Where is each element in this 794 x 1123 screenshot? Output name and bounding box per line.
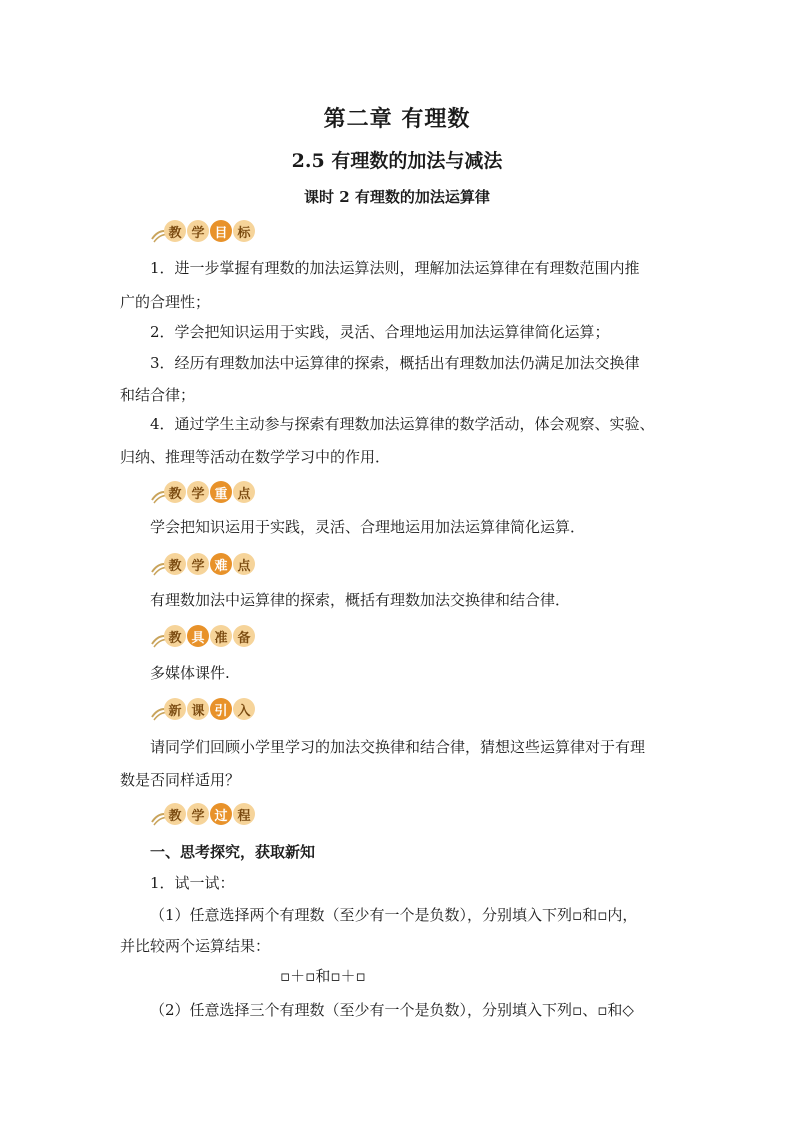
goal-item-3: 3．经历有理数加法中运算律的探索，概括出有理数加法仍满足加法交换律	[150, 354, 640, 372]
goal-item-4-cont: 归纳、推理等活动在数学学习中的作用．	[120, 448, 391, 466]
badge-lesson-intro	[150, 695, 270, 723]
goal-item-1-cont: 广的合理性；	[120, 293, 211, 311]
badge-char: 学	[187, 803, 209, 825]
badge-teaching-tools	[150, 622, 270, 650]
section-title: 2.5 有理数的加法与减法	[291, 150, 503, 172]
goal-item-1-line-1: 1．进一步掌握有理数的加法运算法则，理解加法运算律在有理数范围内推	[150, 259, 640, 277]
lesson-title: 课时 2 有理数的加法运算律	[304, 188, 490, 206]
difficult-point-text: 有理数加法中运算律的探索，概括有理数加法交换律和结合律．	[150, 591, 571, 609]
badge-char: 标	[233, 220, 255, 242]
badge-char: 备	[233, 625, 255, 647]
badge-char: 学	[187, 553, 209, 575]
badge-char: 准	[210, 625, 232, 647]
badge-char: 重	[210, 481, 232, 503]
goal-item-3-cont: 和结合律；	[120, 386, 196, 404]
badge-char: 具	[187, 625, 209, 647]
badge-char: 教	[164, 803, 186, 825]
badge-char: 点	[233, 553, 255, 575]
badge-char: 课	[187, 698, 209, 720]
goal-item-2: 2．学会把知识运用于实践，灵活、合理地运用加法运算律简化运算；	[150, 323, 610, 341]
badge-teaching-process	[150, 800, 270, 828]
badge-char: 教	[164, 481, 186, 503]
badge-char: 难	[210, 553, 232, 575]
badge-char: 点	[233, 481, 255, 503]
badge-char: 新	[164, 698, 186, 720]
badge-char: 教	[164, 625, 186, 647]
badge-char: 引	[210, 698, 232, 720]
badge-char: 教	[164, 220, 186, 242]
badge-key-point	[150, 478, 270, 506]
process-expression: ▫＋▫和▫＋▫	[280, 967, 366, 985]
process-heading: 一、思考探究，获取新知	[150, 843, 316, 861]
chapter-title: 第二章 有理数	[323, 106, 471, 132]
key-point-text: 学会把知识运用于实践，灵活、合理地运用加法运算律简化运算．	[150, 518, 586, 536]
process-q1: （1）任意选择两个有理数（至少有一个是负数），分别填入下列▫和▫内，	[150, 906, 638, 924]
badge-teaching-goals	[150, 217, 270, 245]
badge-char: 学	[187, 220, 209, 242]
process-q1-cont: 并比较两个运算结果：	[120, 937, 271, 955]
badge-difficult-point	[150, 550, 270, 578]
teaching-tools-text: 多媒体课件.	[150, 664, 230, 682]
goal-item-1	[120, 251, 680, 285]
badge-char: 学	[187, 481, 209, 503]
intro-text-cont: 数是否同样适用？	[120, 771, 241, 789]
goal-item-4: 4．通过学生主动参与探索有理数加法运算律的数学活动，体会观察、实验、	[150, 415, 655, 433]
process-step-1: 1．试一试：	[150, 874, 235, 892]
badge-char: 程	[233, 803, 255, 825]
badge-char: 入	[233, 698, 255, 720]
process-q2: （2）任意选择三个有理数（至少有一个是负数），分别填入下列▫、▫和◇	[150, 1001, 634, 1019]
badge-char: 教	[164, 553, 186, 575]
intro-text: 请同学们回顾小学里学习的加法交换律和结合律，猜想这些运算律对于有理	[150, 738, 646, 756]
badge-char: 过	[210, 803, 232, 825]
badge-char: 目	[210, 220, 232, 242]
